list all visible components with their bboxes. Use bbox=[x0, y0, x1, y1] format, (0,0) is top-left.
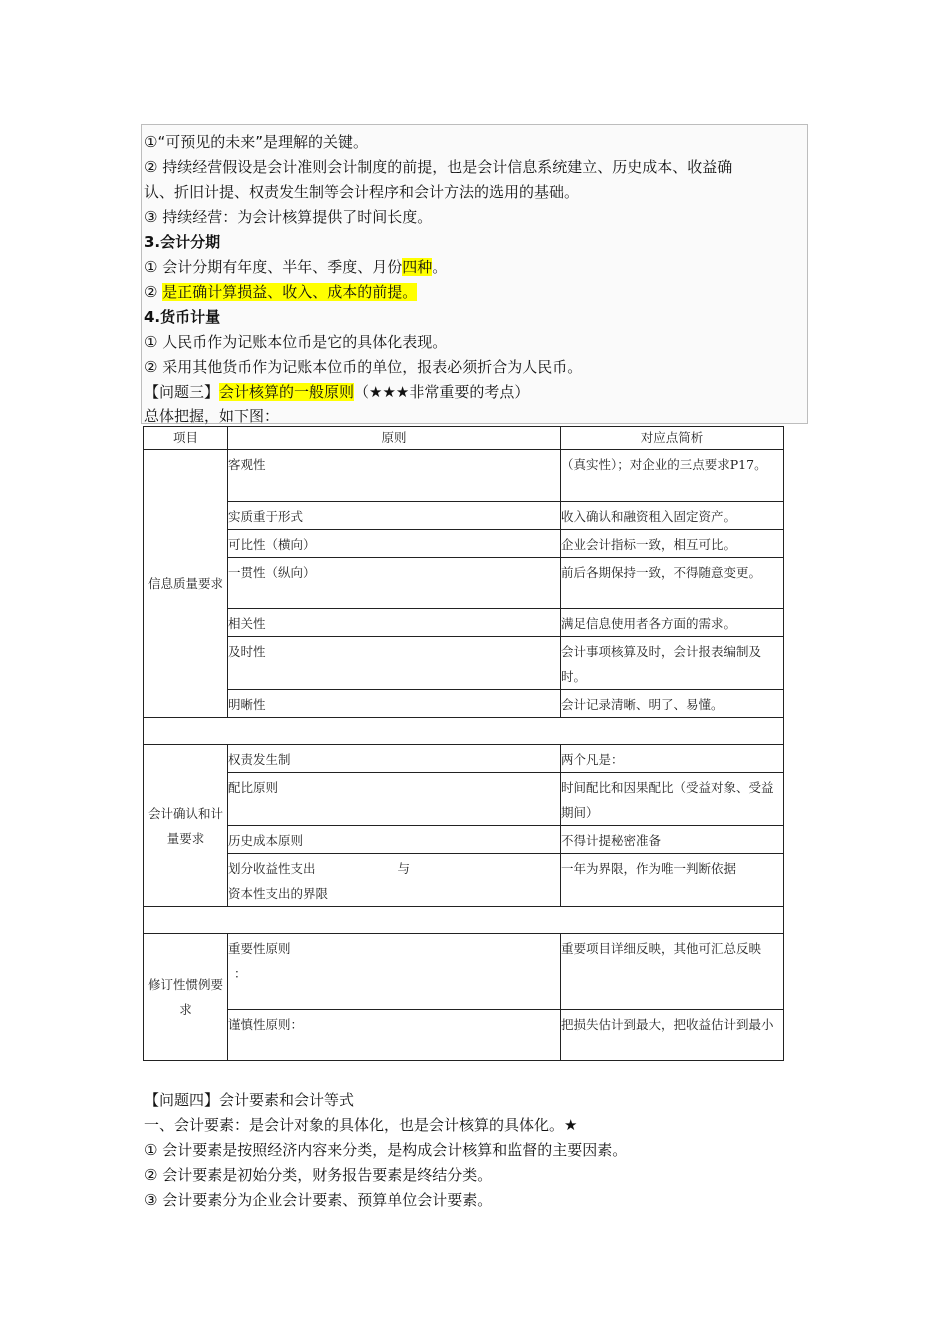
text-line: 认、折旧计提、权责发生制等会计程序和会计方法的选用的基础。 bbox=[144, 183, 580, 201]
analysis-cell: 一年为界限，作为唯一判断依据 bbox=[561, 854, 784, 907]
table-row bbox=[144, 854, 784, 907]
text-line: ①“可预见的未来”是理解的关键。 bbox=[144, 133, 368, 151]
analysis-cell: 企业会计指标一致，相互可比。 bbox=[561, 530, 784, 558]
spacer-row bbox=[144, 907, 784, 934]
text-segment: 。 bbox=[432, 258, 448, 276]
principle-cell: 实质重于形式 bbox=[228, 502, 561, 530]
text-segment: 与 bbox=[397, 861, 410, 876]
table-row bbox=[144, 1010, 784, 1061]
table-row bbox=[144, 690, 784, 718]
section-heading: 3.会计分期 bbox=[144, 233, 221, 251]
principle-cell: 相关性 bbox=[228, 609, 561, 637]
text-segment: ② bbox=[144, 283, 163, 301]
principle-cell: 配比原则 bbox=[228, 773, 561, 826]
principle-line: 重要性原则 bbox=[228, 941, 291, 956]
table-row bbox=[144, 502, 784, 530]
column-header: 对应点简析 bbox=[561, 427, 784, 450]
table-row bbox=[144, 609, 784, 637]
analysis-cell: （真实性）；对企业的三点要求P17。 bbox=[561, 450, 784, 502]
analysis-cell: 重要项目详细反映，其他可汇总反映 bbox=[561, 934, 784, 1010]
analysis-cell: 会计记录清晰、明了、易懂。 bbox=[561, 690, 784, 718]
highlighted-text: 是正确计算损益、收入、成本的前提。 bbox=[162, 283, 418, 301]
principle-cell: 可比性（横向） bbox=[228, 530, 561, 558]
table-row bbox=[144, 558, 784, 609]
question-heading: 【问题四】会计要素和会计等式 bbox=[144, 1091, 355, 1109]
analysis-cell: 时间配比和因果配比（受益对象、受益期间） bbox=[561, 773, 784, 826]
text-line: ② 会计要素是初始分类，财务报告要素是终结分类。 bbox=[144, 1166, 493, 1184]
analysis-cell: 会计事项核算及时，会计报表编制及时。 bbox=[561, 637, 784, 690]
principle-cell: 及时性 bbox=[228, 637, 561, 690]
principles-table bbox=[143, 426, 784, 1061]
analysis-cell: 满足信息使用者各方面的需求。 bbox=[561, 609, 784, 637]
highlighted-text: 四种 bbox=[402, 258, 433, 276]
analysis-cell: 收入确认和融资租入固定资产。 bbox=[561, 502, 784, 530]
principle-cell bbox=[228, 934, 561, 1010]
principle-line: ： bbox=[234, 966, 247, 981]
question-heading bbox=[144, 382, 529, 402]
category-cell: 会计确认和计量要求 bbox=[144, 745, 228, 907]
table-row bbox=[144, 745, 784, 773]
text-line: ① 人民币作为记账本位币是它的具体化表现。 bbox=[144, 333, 448, 351]
text-line: 总体把握，如下图： bbox=[144, 407, 280, 425]
text-line bbox=[144, 257, 447, 277]
analysis-cell: 前后各期保持一致，不得随意变更。 bbox=[561, 558, 784, 609]
text-segment: ① 会计分期有年度、半年、季度、月份 bbox=[144, 258, 403, 276]
principle-line: 资本性支出的界限 bbox=[228, 886, 329, 901]
analysis-cell: 不得计提秘密准备 bbox=[561, 826, 784, 854]
principle-cell: 客观性 bbox=[228, 450, 561, 502]
text-line: ① 会计要素是按照经济内容来分类，是构成会计核算和监督的主要因素。 bbox=[144, 1141, 628, 1159]
spacer-row bbox=[144, 718, 784, 745]
text-line: ③ 会计要素分为企业会计要素、预算单位会计要素。 bbox=[144, 1191, 493, 1209]
text-segment: 【问题三】 bbox=[144, 383, 220, 401]
text-line: ② 采用其他货币作为记账本位币的单位，报表必须折合为人民币。 bbox=[144, 358, 583, 376]
column-header: 原则 bbox=[228, 427, 561, 450]
table-row bbox=[144, 450, 784, 502]
highlighted-text: 会计核算的一般原则 bbox=[219, 383, 355, 401]
principle-cell: 一贯性（纵向） bbox=[228, 558, 561, 609]
table-row bbox=[144, 934, 784, 1010]
principle-line bbox=[228, 856, 560, 881]
text-segment: （★★★非常重要的考点） bbox=[354, 383, 530, 401]
category-cell: 信息质量要求 bbox=[144, 450, 228, 718]
table-header-row bbox=[144, 427, 784, 450]
text-line: ③ 持续经营：为会计核算提供了时间长度。 bbox=[144, 208, 433, 226]
text-line bbox=[144, 282, 417, 302]
text-segment: 划分收益性支出 bbox=[228, 861, 316, 876]
table-row bbox=[144, 826, 784, 854]
spacer-cell bbox=[144, 718, 784, 745]
principle-cell: 谨慎性原则： bbox=[228, 1010, 561, 1061]
principle-cell: 明晰性 bbox=[228, 690, 561, 718]
category-cell: 修订性惯例要求 bbox=[144, 934, 228, 1061]
spacer-cell bbox=[144, 907, 784, 934]
table-row bbox=[144, 530, 784, 558]
section-heading: 4.货币计量 bbox=[144, 308, 221, 326]
analysis-cell: 两个凡是： bbox=[561, 745, 784, 773]
principle-cell: 历史成本原则 bbox=[228, 826, 561, 854]
principle-cell bbox=[228, 854, 561, 907]
principle-cell: 权责发生制 bbox=[228, 745, 561, 773]
text-line: ② 持续经营假设是会计准则会计制度的前提，也是会计信息系统建立、历史成本、收益确 bbox=[144, 158, 733, 176]
table-row bbox=[144, 637, 784, 690]
column-header: 项目 bbox=[144, 427, 228, 450]
analysis-cell: 把损失估计到最大，把收益估计到最小 bbox=[561, 1010, 784, 1061]
table-row bbox=[144, 773, 784, 826]
text-line: 一、会计要素：是会计对象的具体化，也是会计核算的具体化。★ bbox=[144, 1116, 578, 1134]
